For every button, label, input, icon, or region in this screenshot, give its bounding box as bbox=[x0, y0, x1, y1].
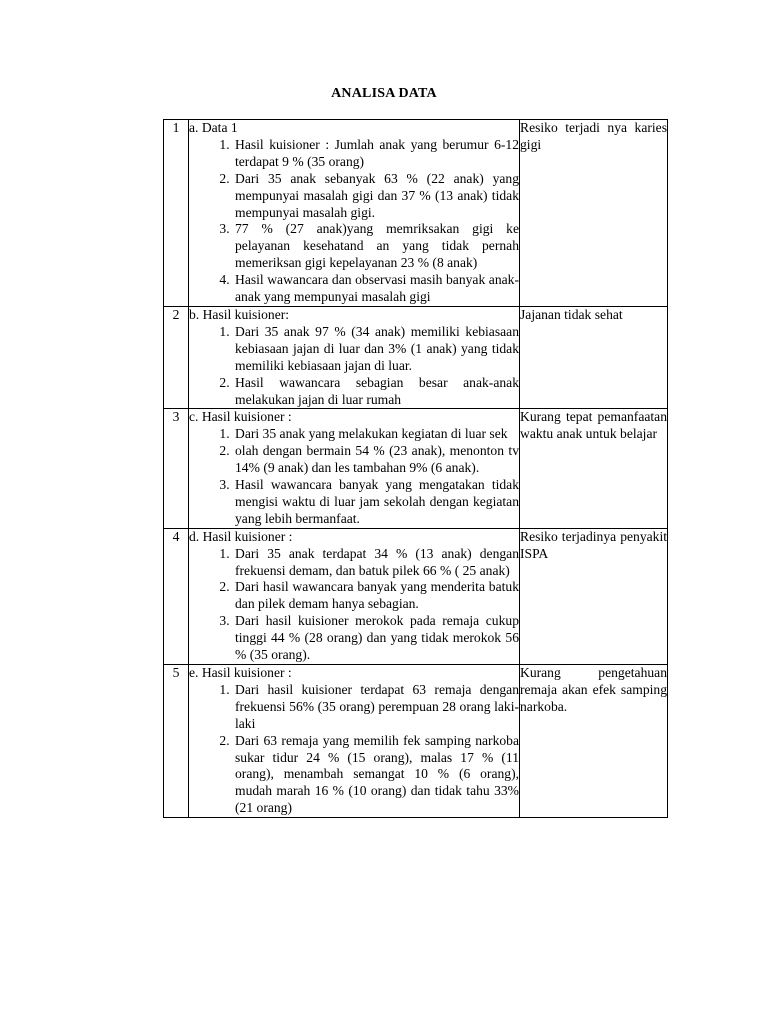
list-item: 1. Dari 35 anak yang melakukan kegiatan di luar sek bbox=[233, 426, 519, 443]
row-number-cell: 4 bbox=[164, 528, 189, 664]
data-item-list bbox=[189, 324, 519, 409]
data-item-list bbox=[189, 546, 519, 664]
list-item: 1. Dari hasil kuisioner terdapat 63 remaja dengan frekuensi 56% (35 orang) perempuan 28 orang laki-laki bbox=[233, 682, 519, 733]
section-label: e. Hasil kuisioner : bbox=[189, 665, 292, 680]
problem-text: Kurang tepat pemanfaatan waktu anak untuk belajar bbox=[520, 409, 667, 442]
table-row bbox=[164, 528, 668, 664]
row-number-cell: 2 bbox=[164, 306, 189, 408]
data-cell bbox=[189, 665, 520, 818]
table-row bbox=[164, 409, 668, 528]
section-label: d. Hasil kuisioner : bbox=[189, 528, 293, 544]
problem-cell bbox=[520, 306, 668, 408]
list-item: 3. 77 % (27 anak)yang memriksakan gigi ke pelayanan kesehatand an yang tidak pernah memeriksan gigi kepelayanan 23 % (8 anak) bbox=[233, 221, 519, 272]
list-item: 2. olah dengan bermain 54 % (23 anak), menonton tv 14% (9 anak) dan les tambahan 9% (6 anak). bbox=[233, 443, 519, 477]
row-number-cell: 5 bbox=[164, 665, 189, 818]
data-cell bbox=[189, 528, 520, 664]
row-number-cell: 1 bbox=[164, 120, 189, 307]
analysis-table-body bbox=[164, 120, 668, 818]
row-number-cell: 3 bbox=[164, 409, 189, 528]
analysis-table bbox=[163, 119, 668, 818]
problem-text: Resiko terjadi nya karies gigi bbox=[520, 120, 667, 152]
table-row bbox=[164, 665, 668, 818]
problem-cell bbox=[520, 528, 668, 664]
list-item: 3. Hasil wawancara banyak yang mengatakan tidak mengisi waktu di luar jam sekolah dengan kegiatan yang lebih bermanfaat. bbox=[233, 477, 519, 528]
list-item: 2. Dari 63 remaja yang memilih fek samping narkoba sukar tidur 24 % (15 orang), malas 17 % (11 orang), menambah semangat 10 % (6 orang), mudah marah 16 % (10 orang) dan tidak tahu 33% (21 orang) bbox=[233, 733, 519, 818]
list-item: 1. Hasil kuisioner : Jumlah anak yang berumur 6-12 terdapat 9 % (35 orang) bbox=[233, 137, 519, 171]
table-row bbox=[164, 120, 668, 307]
problem-cell bbox=[520, 409, 668, 528]
table-row bbox=[164, 306, 668, 408]
list-item: 2. Hasil wawancara sebagian besar anak-anak melakukan jajan di luar rumah bbox=[233, 375, 519, 409]
data-item-list bbox=[189, 137, 519, 306]
data-cell bbox=[189, 409, 520, 528]
data-item-list bbox=[189, 426, 519, 527]
page-title: ANALISA DATA bbox=[331, 86, 437, 101]
problem-cell bbox=[520, 665, 668, 818]
list-item: 1. Dari 35 anak 97 % (34 anak) memiliki kebiasaan kebiasaan jajan di luar dan 3% (1 anak) yang tidak memiliki kebiasaan jajan di luar. bbox=[233, 324, 519, 375]
list-item: 1. Dari 35 anak terdapat 34 % (13 anak) dengan frekuensi demam, dan batuk pilek 66 % ( 25 anak) bbox=[233, 546, 519, 580]
section-label: b. Hasil kuisioner: bbox=[189, 306, 290, 322]
problem-text: Resiko terjadinya penyakit ISPA bbox=[520, 528, 667, 561]
problem-text: Kurang pengetahuan remaja akan efek samping narkoba. bbox=[520, 665, 667, 714]
section-label: a. Data 1 bbox=[189, 120, 238, 135]
list-item: 4. Hasil wawancara dan observasi masih banyak anak-anak yang mempunyai masalah gigi bbox=[233, 272, 519, 306]
data-cell bbox=[189, 306, 520, 408]
list-item: 2. Dari hasil wawancara banyak yang menderita batuk dan pilek demam hanya sebagian. bbox=[233, 579, 519, 613]
data-cell bbox=[189, 120, 520, 307]
list-item: 3. Dari hasil kuisioner merokok pada remaja cukup tinggi 44 % (28 orang) dan yang tidak merokok 56 % (35 orang). bbox=[233, 613, 519, 664]
problem-text: Jajanan tidak sehat bbox=[520, 306, 623, 322]
data-item-list bbox=[189, 682, 519, 817]
section-label: c. Hasil kuisioner : bbox=[189, 409, 292, 425]
list-item: 2. Dari 35 anak sebanyak 63 % (22 anak) yang mempunyai masalah gigi dan 37 % (13 anak) tidak mempunyai masalah gigi. bbox=[233, 171, 519, 222]
problem-cell bbox=[520, 120, 668, 307]
